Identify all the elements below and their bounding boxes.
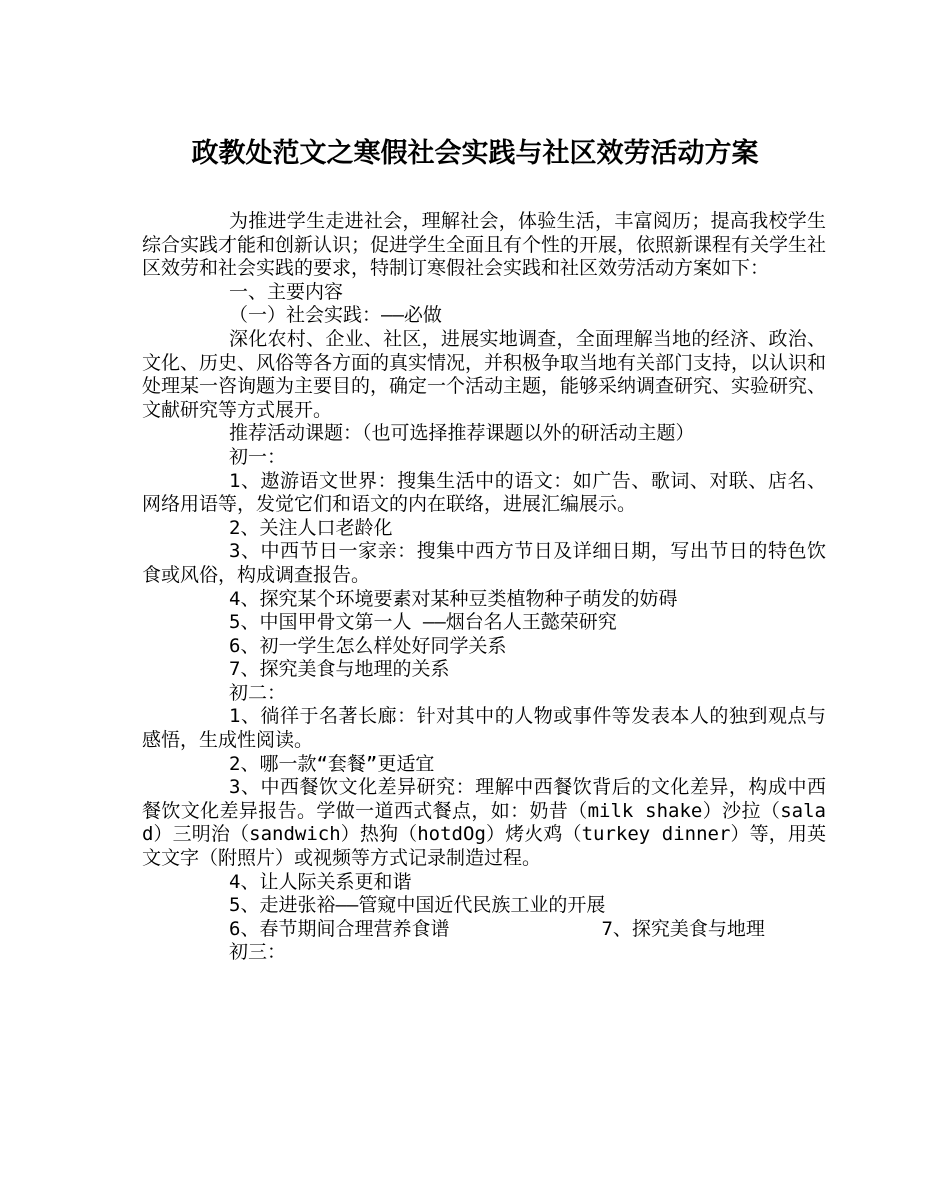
paragraph-practice: 深化农村、企业、社区，进展实地调查，全面理解当地的经济、政治、文化、历史、风俗等各方面的真实情况，并积极争取当地有关部门支持，以认识和处理某一咨询题为主要目的，确定一个活动主题，能够采纳调查研究、实验研究、文献研究等方式展开。 — [142, 327, 827, 421]
paragraph-intro: 为推进学生走进社会，理解社会，体验生活，丰富阅历；提高我校学生综合实践才能和创新认识；促进学生全面且有个性的开展，依照新课程有关学生社区效劳和社会实践的要求，特制订寒假社会实践和社区效劳活动方案如下： — [142, 210, 827, 280]
grade-heading: 初一： — [229, 445, 287, 468]
section-heading: 一、主要内容 — [229, 280, 344, 303]
list-item: 4、探究某个环境要素对某种豆类植物种子萌发的妨碍 — [229, 587, 678, 610]
list-item: 7、探究美食与地理的关系 — [229, 658, 450, 681]
list-item: 1、徜徉于名著长廊：针对其中的人物或事件等发表本人的独到观点与感悟，生成性阅读。 — [142, 705, 826, 752]
list-item: 2、关注人口老龄化 — [229, 516, 393, 539]
document-body — [142, 210, 826, 965]
list-item: 5、走进张裕——管窥中国近代民族工业的开展 — [229, 894, 606, 917]
subsection-heading: （一）社会实践：——必做 — [229, 304, 442, 327]
list-item: 1、遨游语文世界：搜集生活中的语文：如广告、歌词、对联、店名、网络用语等，发觉它们和语文的内在联络，进展汇编展示。 — [142, 469, 826, 516]
list-item: 3、中西餐饮文化差异研究：理解中西餐饮背后的文化差异，构成中西餐饮文化差异报告。学做一道西式餐点，如：奶昔（milk shake）沙拉（salad）三明治（sandwich）热狗（hotdOg）烤火鸡（turkey dinner）等，用英文文字（附照片）或视频等方式记录制造过程。 — [142, 776, 826, 870]
list-item: 2、哪一款“套餐”更适宜 — [229, 752, 435, 775]
list-item: 6、春节期间合理营养食谱 7、探究美食与地理 — [229, 917, 765, 940]
grade-heading: 初二： — [229, 681, 287, 704]
document-title: 政教处范文之寒假社会实践与社区效劳活动方案 — [191, 138, 759, 169]
grade-heading: 初三： — [229, 941, 287, 964]
recommended-topics-heading: 推荐活动课题：（也可选择推荐课题以外的研活动主题） — [229, 422, 695, 445]
list-item: 5、中国甲骨文第一人 ——烟台名人王懿荣研究 — [229, 611, 617, 634]
list-item: 6、初一学生怎么样处好同学关系 — [229, 634, 507, 657]
list-item: 3、中西节日一家亲：搜集中西方节日及详细日期，写出节日的特色饮食或风俗，构成调查报告。 — [142, 540, 826, 586]
list-item: 4、让人际关系更和谐 — [229, 870, 412, 893]
